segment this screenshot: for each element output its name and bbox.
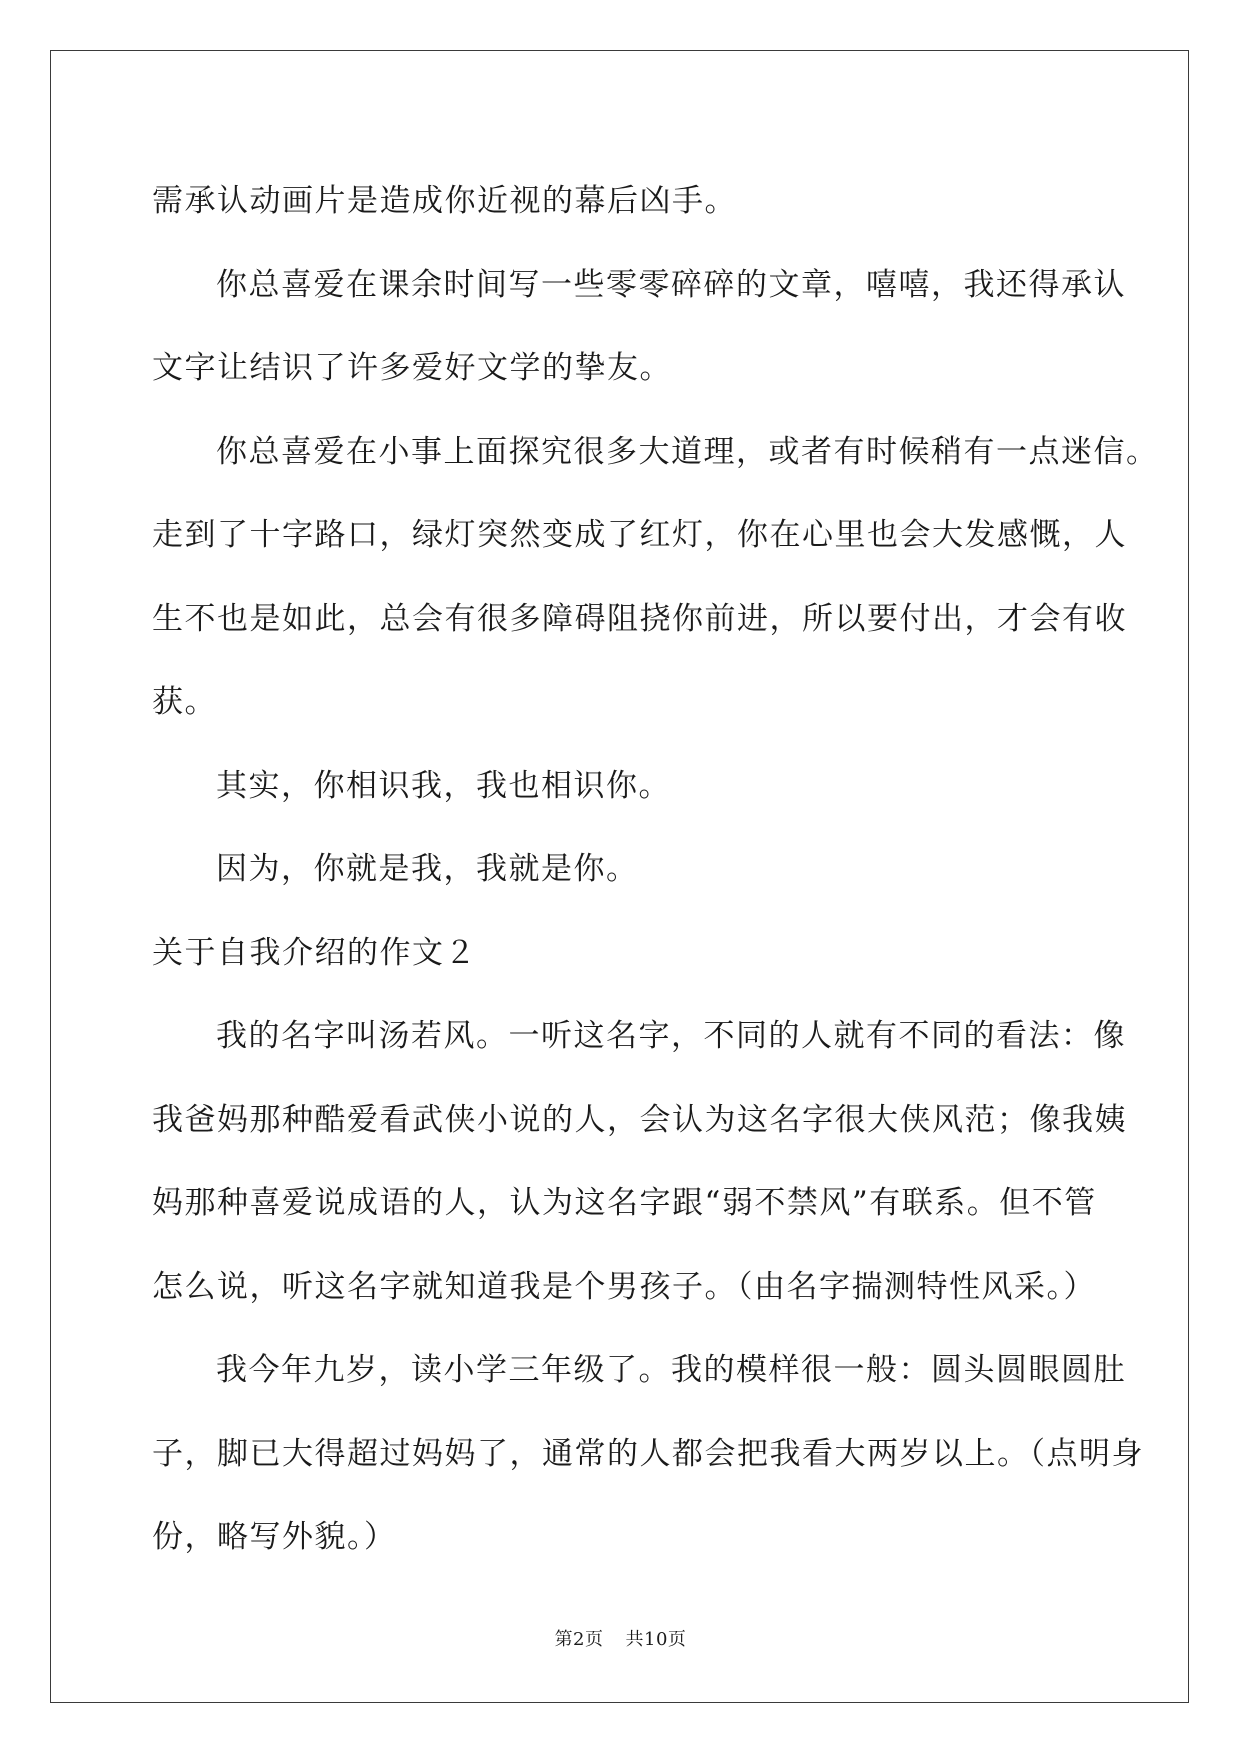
text-line: 我爸妈那种酷爱看武侠小说的人，会认为这名字很大侠风范；像我姨	[152, 1101, 1127, 1138]
text-line: 我今年九岁，读小学三年级了。我的模样很一般：圆头圆眼圆肚	[216, 1352, 1126, 1388]
page-footer	[0, 1625, 1241, 1651]
text-line: 子，脚已大得超过妈妈了，通常的人都会把我看大两岁以上。（点明身	[152, 1435, 1144, 1472]
text-line: 需承认动画片是造成你近视的幕后凶手。	[152, 183, 737, 219]
text-line: 我的名字叫汤若风。一听这名字，不同的人就有不同的看法：像	[216, 1018, 1126, 1054]
text-line: 怎么说，听这名字就知道我是个男孩子。（由名字揣测特性风采。）	[152, 1268, 1096, 1305]
text-line: 因为，你就是我，我就是你。	[216, 851, 639, 887]
text-line: 份，略写外貌。）	[152, 1519, 397, 1555]
text-line: 获。	[152, 684, 217, 720]
text-line: 走到了十字路口，绿灯突然变成了红灯，你在心里也会大发感慨，人	[152, 517, 1127, 553]
text-line: 你总喜爱在课余时间写一些零零碎碎的文章，嘻嘻，我还得承认	[216, 266, 1126, 303]
page-number: 第2页	[554, 1629, 604, 1650]
document-body	[152, 160, 1159, 1580]
text-line: 妈那种喜爱说成语的人，认为这名字跟“弱不禁风”有联系。但不管	[152, 1185, 1097, 1221]
text-line: 其实，你相识我，我也相识你。	[216, 767, 671, 804]
text-line: 生不也是如此，总会有很多障碍阻挠你前进，所以要付出，才会有收	[152, 600, 1127, 637]
page-total: 共10页	[625, 1629, 687, 1650]
text-line: 你总喜爱在小事上面探究很多大道理，或者有时候稍有一点迷信。	[216, 433, 1159, 470]
section-heading: 关于自我介绍的作文２	[152, 934, 477, 971]
text-line: 文字让结识了许多爱好文学的挚友。	[152, 350, 672, 386]
